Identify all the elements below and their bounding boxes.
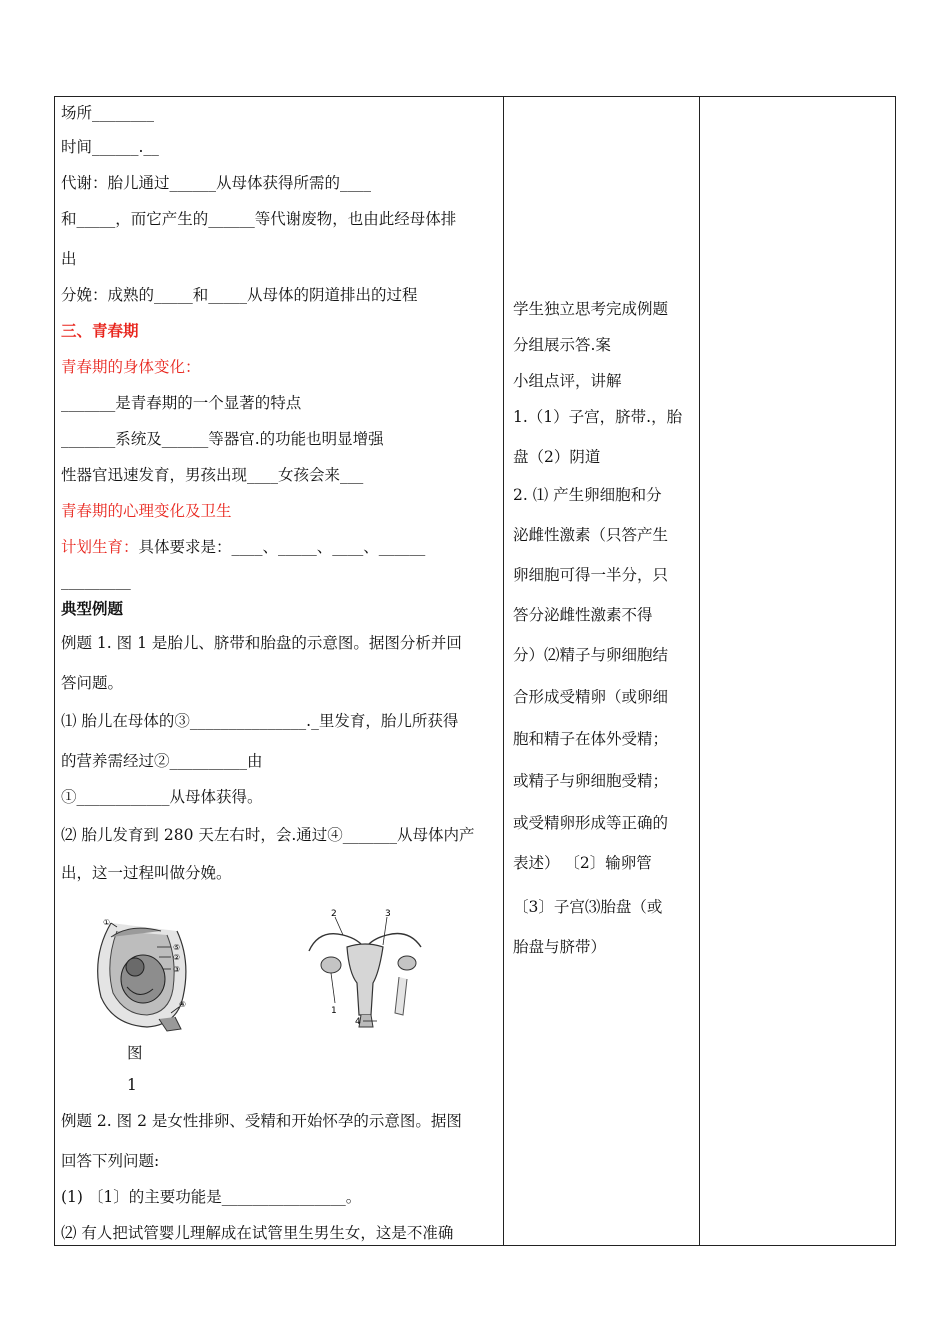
text-line: 例题 2. 图 2 是女性排卵、受精和开始怀孕的示意图。据图 (61, 1112, 462, 1130)
text-line: 分娩：成熟的_____和_____从母体的阴道排出的过程 (61, 286, 418, 304)
text-line: 分组展示答.案 (513, 336, 611, 354)
text-line: 2. ⑴ 产生卵细胞和分 (513, 486, 662, 504)
figure-label: 1 (331, 1006, 337, 1016)
text-line: 〔3〕子宫⑶胎盘（或 (513, 898, 663, 916)
text-line: 胞和精子在体外受精； (513, 730, 669, 748)
text-line: 和_____，而它产生的______等代谢废物，也由此经母体排 (61, 210, 457, 228)
figure-label: ⑤ (173, 943, 181, 952)
figure-label: 2 (331, 909, 337, 919)
lesson-table (54, 96, 896, 1246)
text-line: 分）⑵精子与卵细胞结 (513, 646, 669, 664)
text-line: 时间______.__ (61, 138, 159, 156)
figure-label: 3 (385, 909, 391, 919)
text-line: 答分泌雌性激素不得 (513, 606, 653, 624)
text-line: 胎盘与脐带） (513, 938, 607, 956)
text-line: 出，这一过程叫做分娩。 (61, 864, 232, 882)
text-line (61, 537, 425, 557)
text-line: 的营养需经过②__________由 (61, 752, 263, 770)
column-divider (503, 97, 504, 1245)
text-line: ⑵ 有人把试管婴儿理解成在试管里生男生女，这是不准确 (61, 1224, 454, 1242)
figure-label: ④ (179, 1000, 187, 1009)
text-line: 答问题。 (61, 674, 124, 692)
figure-1-fetus-diagram (87, 917, 199, 1035)
text-line: _______系统及______等器官.的功能也明显增强 (61, 430, 384, 448)
text-line: 回答下列问题: (61, 1152, 160, 1170)
text-line: 学生独立思考完成例题 (513, 300, 669, 318)
text-line: 1.（1）子宫，脐带.，胎 (513, 408, 683, 426)
text-line: ⑴ 胎儿在母体的③_______________._里发育，胎儿所获得 (61, 712, 459, 730)
text-line: 小组点评，讲解 (513, 372, 622, 390)
text-line: (1) 〔1〕的主要功能是________________。 (61, 1188, 362, 1206)
text-line: 代谢：胎儿通过______从母体获得所需的____ (61, 174, 372, 192)
figure-label: ③ (173, 965, 181, 974)
text-line: 例题 1. 图 1 是胎儿、脐带和胎盘的示意图。据图分析并回 (61, 634, 462, 652)
text-line: 泌雌性激素（只答产生 (513, 526, 669, 544)
text-line: 或受精卵形成等正确的 (513, 814, 669, 832)
subheading: 青春期的心理变化及卫生 (61, 502, 232, 520)
text-line: 卵细胞可得一半分，只 (513, 566, 669, 584)
text-line: _________ (61, 572, 131, 590)
subheading: 青春期的身体变化： (61, 358, 201, 376)
section-heading: 三、青春期 (61, 321, 139, 340)
figure-label: ① (103, 918, 111, 927)
text-line: 场所________ (61, 104, 155, 122)
text-line: 性器官迅速发育，男孩出现____女孩会来___ (61, 466, 364, 484)
text-line: ①____________从母体获得。 (61, 788, 263, 806)
text-line: 盘（2）阴道 (513, 448, 601, 466)
figure-caption: 图 (127, 1044, 143, 1062)
text-line: 表述） 〔2〕输卵管 (513, 854, 652, 872)
figure-label: 4 (355, 1017, 361, 1027)
subheading: 计划生育： (61, 538, 139, 556)
figure-2-reproductive-diagram (299, 907, 433, 1033)
text-line: _______是青春期的一个显著的特点 (61, 394, 302, 412)
figure-caption: 1 (127, 1076, 137, 1094)
text-line: 合形成受精卵（或卵细 (513, 688, 669, 706)
figure-label: ② (173, 953, 181, 962)
text-line: ⑵ 胎儿发育到 280 天左右时，会.通过④_______从母体内产 (61, 826, 475, 844)
text-line: 出 (61, 250, 77, 268)
column-divider (699, 97, 700, 1245)
text-line: 具体要求是：____、_____、____、______ (138, 538, 426, 556)
section-heading: 典型例题 (61, 599, 124, 618)
text-line: 或精子与卵细胞受精； (513, 772, 669, 790)
